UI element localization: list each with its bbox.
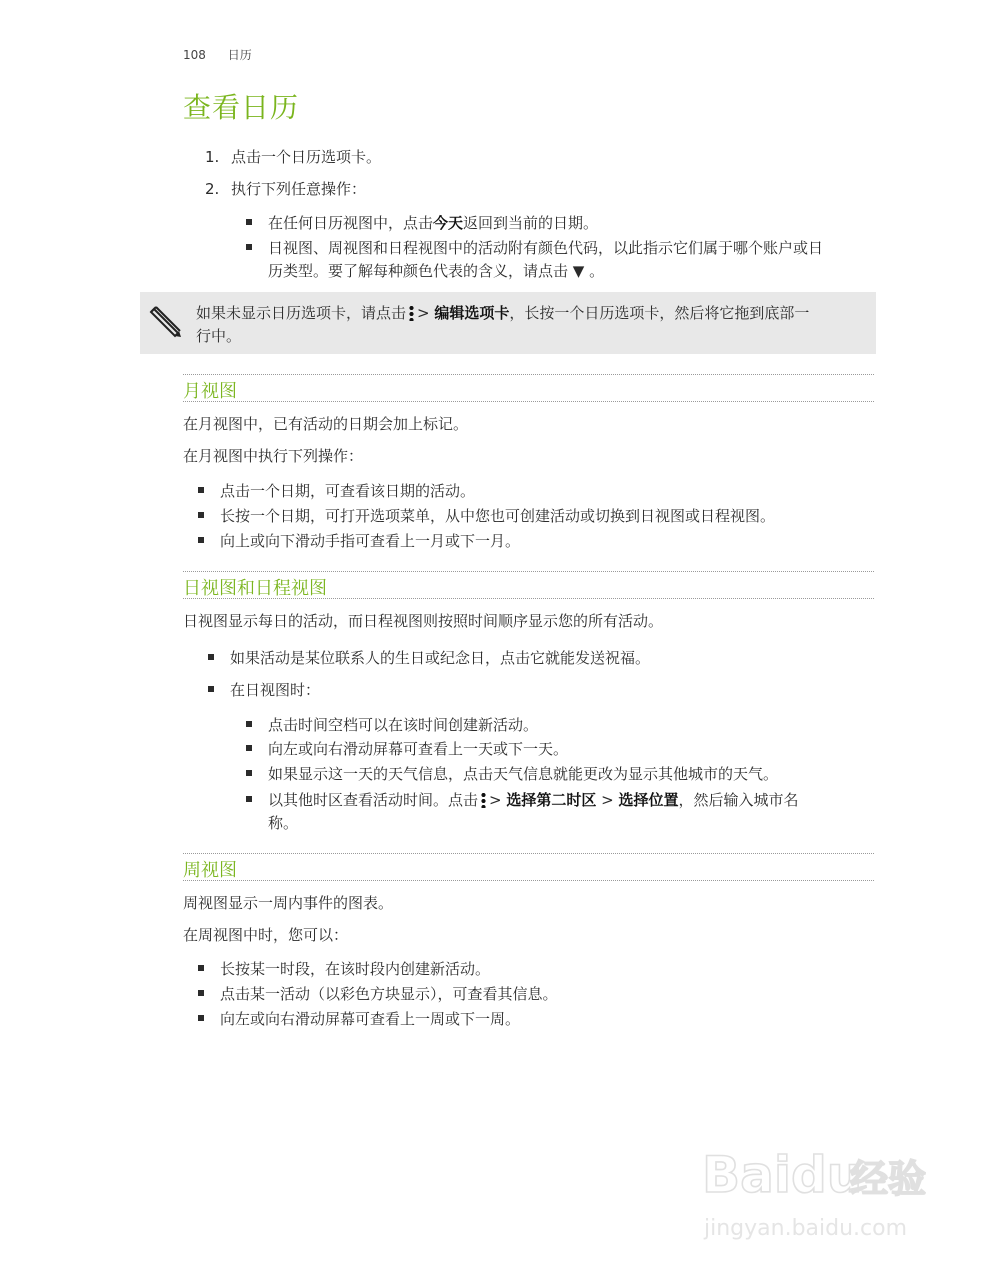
paragraph: 在月视图中，已有活动的日期会加上标记。 [183, 415, 469, 433]
sub-list-item: 点击时间空档可以在该时间创建新活动。 [246, 714, 538, 736]
list-item: 在日视图时： [208, 679, 320, 701]
list-item: 向上或向下滑动手指可查看上一月或下一月。 [198, 530, 520, 552]
watermark-brand: Baidu [702, 1146, 863, 1204]
list-item: 点击某一活动（以彩色方块显示），可查看其信息。 [198, 983, 558, 1005]
section-divider [183, 401, 874, 402]
watermark-url: jingyan.baidu.com [704, 1216, 908, 1241]
page-title: 查看日历 [183, 91, 300, 124]
header-section: 日历 [227, 48, 252, 62]
paragraph: 在周视图中时，您可以： [183, 926, 349, 944]
step-bullet-1: 在任何日历视图中，点击今天返回到当前的日期。 [246, 212, 598, 234]
menu-icon [409, 305, 414, 321]
note-text-cont: 行中。 [196, 327, 242, 345]
sub-list-item-cont: 称。 [268, 814, 299, 832]
section-title-day: 日视图和日程视图 [183, 578, 327, 599]
step-bullet-2: 日视图、周视图和日程视图中的活动附有颜色代码，以此指示它们属于哪个账户或日 [246, 237, 823, 259]
note-text: 如果未显示日历选项卡，请点击 > 编辑选项卡，长按一个日历选项卡，然后将它拖到底部一 [196, 304, 810, 322]
sub-list-item: 向左或向右滑动屏幕可查看上一天或下一天。 [246, 738, 568, 760]
section-divider [183, 880, 874, 881]
paragraph: 日视图显示每日的活动，而日程视图则按照时间顺序显示您的所有活动。 [183, 612, 664, 630]
paragraph: 周视图显示一周内事件的图表。 [183, 894, 394, 912]
section-divider [183, 598, 874, 599]
step-2: 2. 执行下列任意操作： [205, 180, 367, 198]
step-bullet-2-cont: 历类型。要了解每种颜色代表的含义，请点击 ▼ 。 [268, 262, 605, 280]
baidu-watermark-logo [700, 1130, 940, 1250]
sub-list-item: 以其他时区查看活动时间。点击 > 选择第二时区 > 选择位置，然后输入城市名 [246, 789, 799, 811]
list-item: 如果活动是某位联系人的生日或纪念日，点击它就能发送祝福。 [208, 647, 650, 669]
section-divider [183, 374, 874, 375]
section-title-week: 周视图 [183, 860, 237, 881]
page-header [183, 46, 270, 63]
list-item: 长按一个日期，可打开选项菜单，从中您也可创建活动或切换到日视图或日程视图。 [198, 505, 775, 527]
section-title-month: 月视图 [183, 381, 237, 402]
sub-list-item: 如果显示这一天的天气信息，点击天气信息就能更改为显示其他城市的天气。 [246, 763, 778, 785]
list-item: 向左或向右滑动屏幕可查看上一周或下一周。 [198, 1008, 520, 1030]
list-item: 长按某一时段，在该时段内创建新活动。 [198, 958, 490, 980]
list-item: 点击一个日期，可查看该日期的活动。 [198, 480, 475, 502]
watermark-cn: 经验 [850, 1157, 927, 1201]
pencil-icon [148, 303, 184, 339]
section-divider [183, 571, 874, 572]
paragraph: 在月视图中执行下列操作： [183, 447, 364, 465]
page-number: 108 [183, 48, 206, 62]
section-divider [183, 853, 874, 854]
menu-icon [481, 792, 486, 808]
step-1: 1. 点击一个日历选项卡。 [205, 148, 382, 166]
